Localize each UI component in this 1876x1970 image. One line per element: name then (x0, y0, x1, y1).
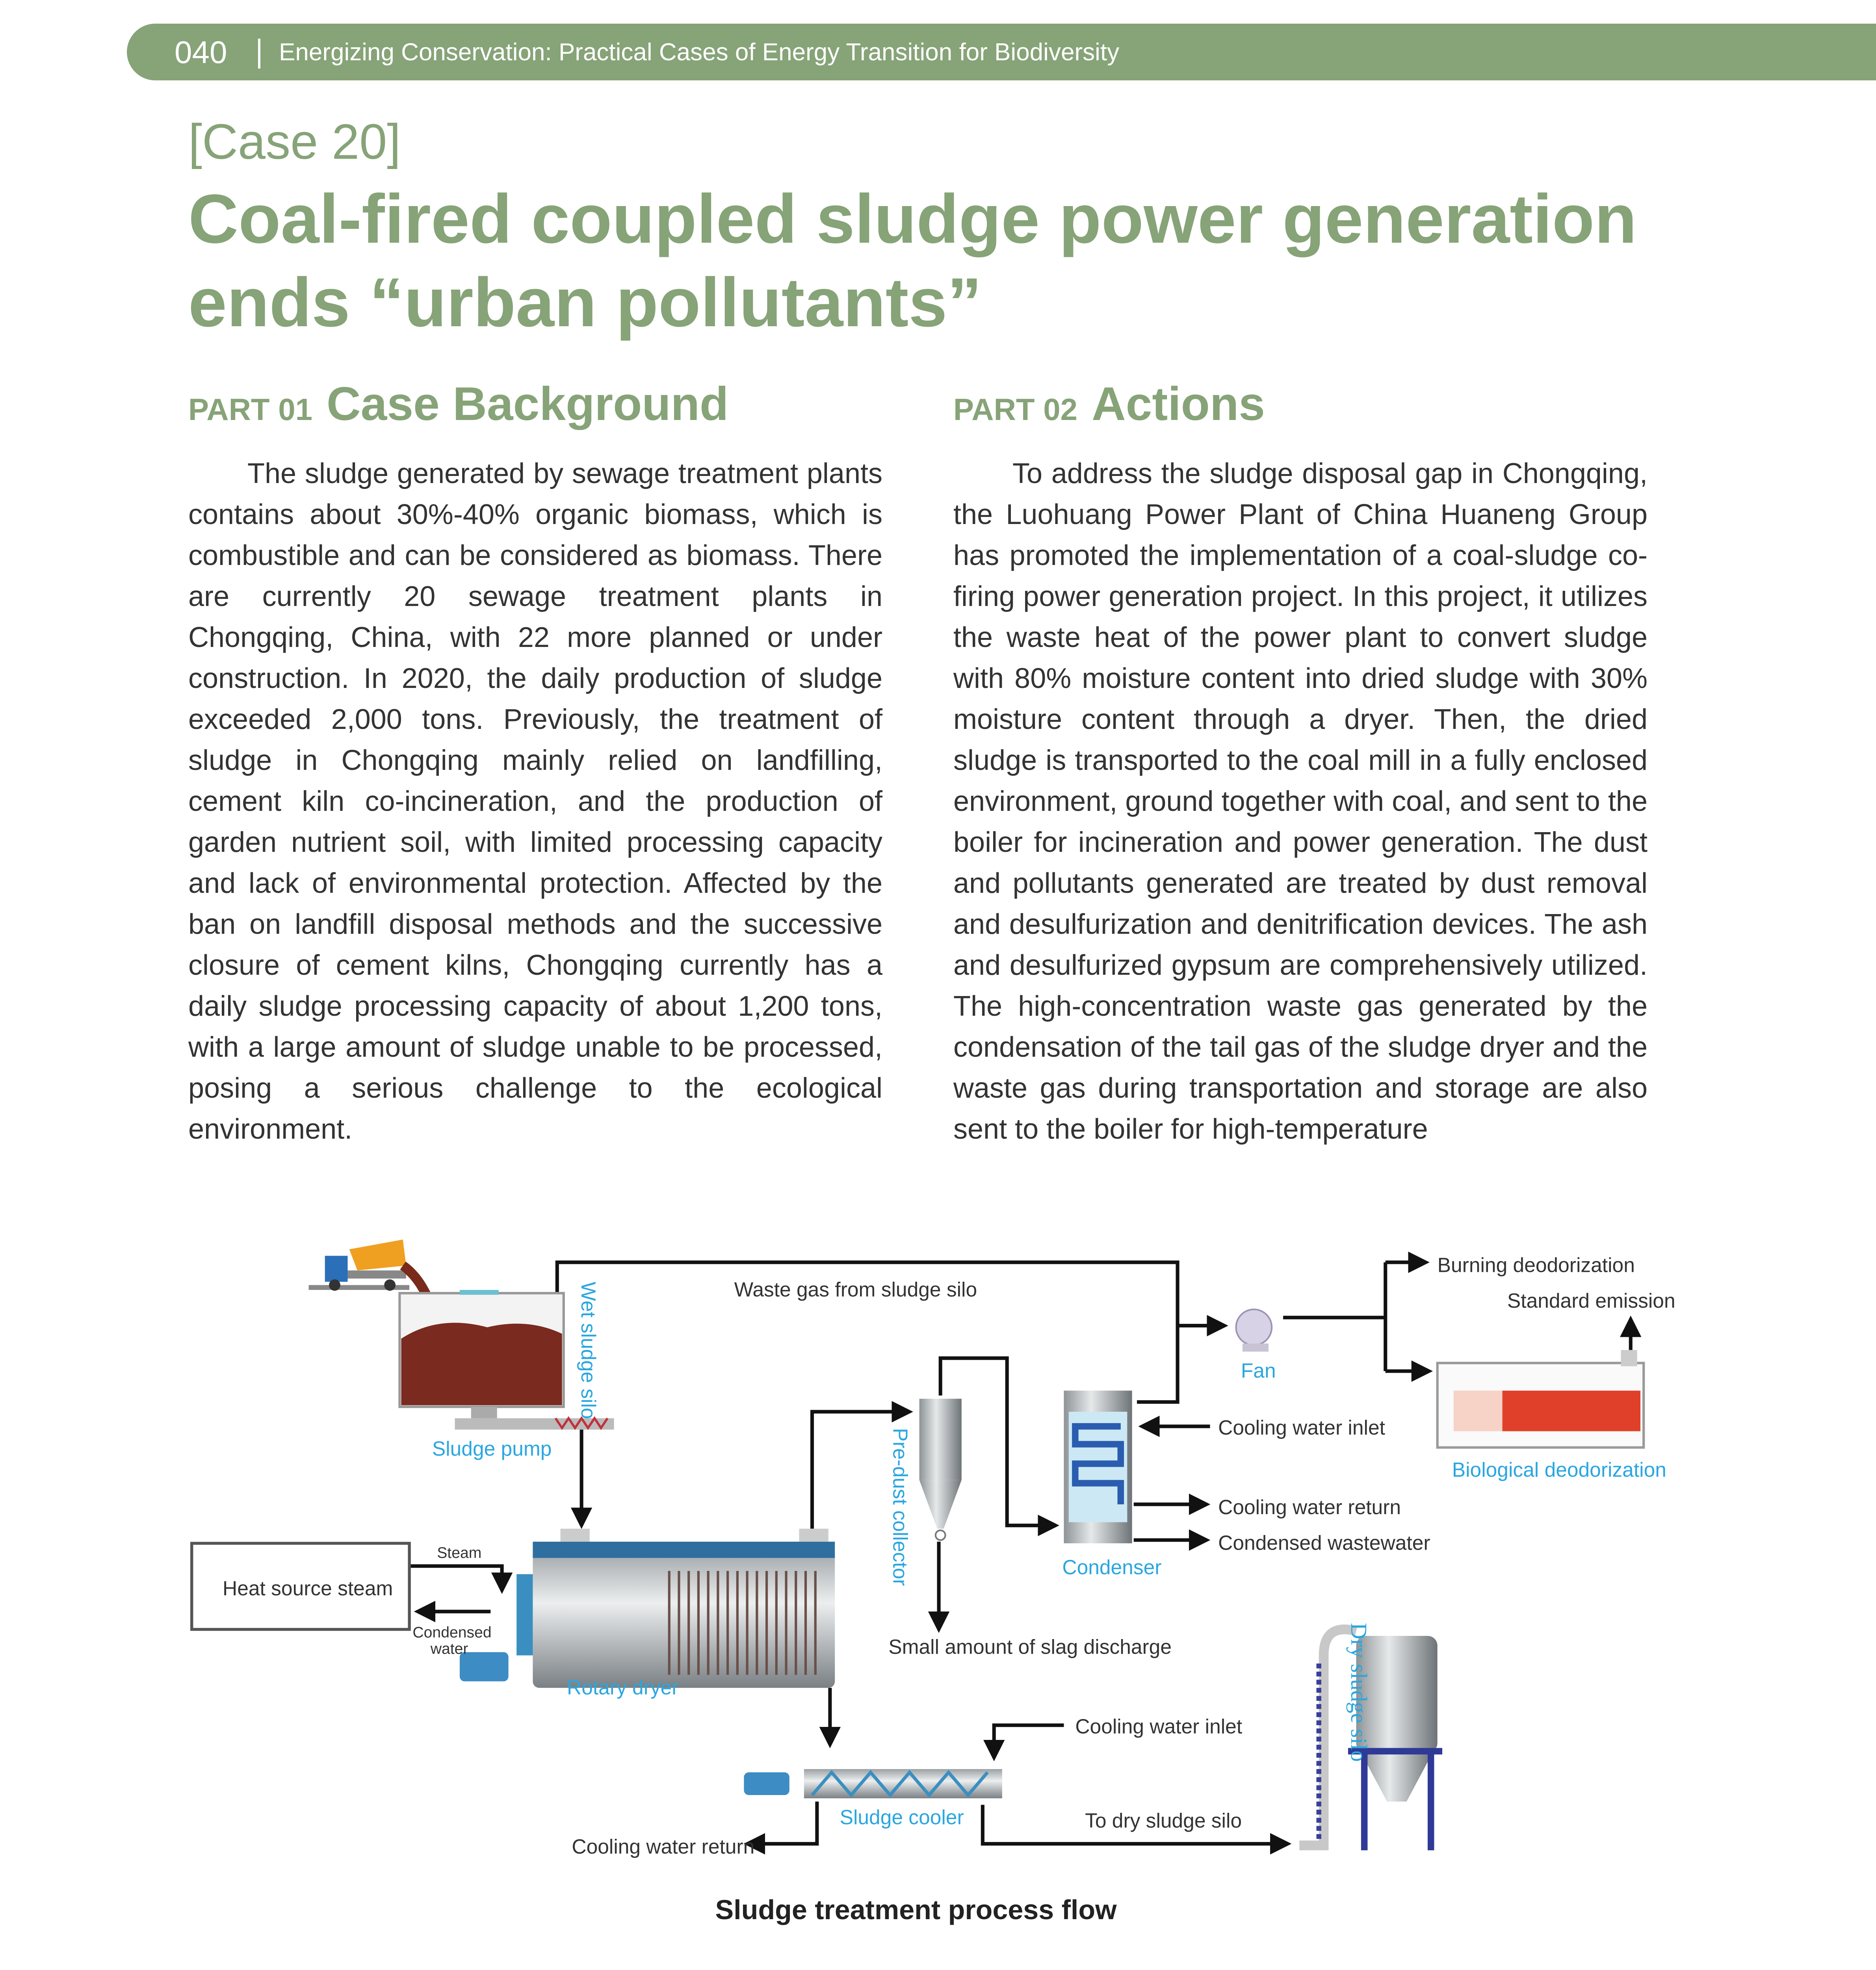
label-dry-sludge-silo: Dry sludge silo (1346, 1623, 1371, 1762)
label-wet-sludge-silo: Wet sludge silo (577, 1282, 600, 1419)
label-standard-emission: Standard emission (1507, 1289, 1675, 1312)
page-number: 040 (175, 35, 227, 70)
part2-heading (953, 378, 1265, 444)
part2-title: Actions (1091, 377, 1265, 430)
label-cooling-water-inlet: Cooling water inlet (1218, 1416, 1385, 1439)
label-pre-dust-collector: Pre-dust collector (889, 1428, 912, 1586)
label-condensed-wastewater: Condensed wastewater (1218, 1531, 1430, 1554)
label-steam: Steam (437, 1544, 482, 1562)
label-waste-gas: Waste gas from sludge silo (734, 1278, 977, 1301)
cooler-inlet-arrow (994, 1725, 1064, 1758)
label-condensed-water-1: Condensed (412, 1624, 492, 1641)
label-condensed-water-2: water (430, 1640, 468, 1658)
part2-label: PART 02 (953, 392, 1077, 427)
book-title: Energizing Conservation: Practical Cases of Energy Transition for Biodiversity (279, 39, 1120, 66)
part1-title: Case Background (326, 377, 729, 430)
part1-body: The sludge generated by sewage treatment plants contains about 30%-40% organic biomass, which is combustible and can be considered as biomass. There are currently 20 sewage treatment plants in Chongqing, China, with 22 more planned or under construction. In 2020, the daily production of sludge exceeded 2,000 tons. Previously, the treatment of sludge in Chongqing mainly relied on landfilling, cement kiln co-incineration, and the production of garden nutrient soil, with limited processing capacity and lack of environmental protection. Affected by the ban on landfill disposal methods and the successive closure of cement kilns, Chongqing currently has a daily sludge processing capacity of about 1,200 tons, with a large amount of sludge unable to be processed, posing a serious challenge to the ecological environment. (188, 458, 882, 1145)
label-biological-deodorization: Biological deodorization (1452, 1458, 1666, 1481)
sludge-cooler (744, 1769, 1002, 1798)
label-sludge-pump: Sludge pump (432, 1437, 552, 1460)
label-sludge-cooler: Sludge cooler (840, 1806, 964, 1829)
label-cooling-water-return: Cooling water return (1218, 1495, 1401, 1518)
label-heat-source-steam: Heat source steam (223, 1576, 393, 1600)
diagram-caption: Sludge treatment process flow (715, 1894, 1117, 1925)
fan-outlet-pipe (1283, 1262, 1386, 1371)
label-slag-discharge: Small amount of slag discharge (888, 1635, 1172, 1658)
part2-body: To address the sludge disposal gap in Chongqing, the Luohuang Power Plant of China Huaneng Group has promoted the implementation of a coal-sludge co-firing power generation project. In this project, it utilizes the waste heat of the power plant to convert sludge with 80% moisture content into dried sludge with 30% moisture content through a dryer. Then, the dried sludge is transported to the coal mill in a fully enclosed environment, ground together with coal, and sent to the boiler for incineration and power generation. The dust and pollutants generated are treated by dust removal and desulfurization and denitrification devices. The ash and desulfurized gypsum are comprehensively utilized. The high-concentration waste gas generated by the condensation of the tail gas of the sludge dryer and the waste gas during transportation and storage are also sent to the boiler for high-temperature (953, 458, 1648, 1145)
part1-heading (188, 378, 728, 444)
pre-dust-collector (919, 1399, 962, 1540)
label-cooler-cooling-water-return: Cooling water return (572, 1835, 755, 1858)
part1-label: PART 01 (188, 392, 312, 427)
label-condenser: Condenser (1062, 1556, 1162, 1579)
process-flow-diagram (0, 1225, 1876, 1875)
label-to-dry-sludge-silo: To dry sludge silo (1085, 1809, 1242, 1832)
steam-arrow (409, 1566, 502, 1591)
label-fan: Fan (1241, 1359, 1276, 1382)
fan-icon (1236, 1309, 1272, 1351)
label-rotary-dryer: Rotary dryer (567, 1676, 679, 1699)
label-cooler-cooling-water-inlet: Cooling water inlet (1075, 1715, 1243, 1738)
condenser (1064, 1390, 1132, 1543)
page-title: Coal-fired coupled sludge power generation ends “urban pollutants” (188, 180, 1637, 341)
case-label: [Case 20] (188, 114, 401, 169)
header-divider (258, 39, 260, 69)
label-burning-deodorization: Burning deodorization (1437, 1253, 1635, 1277)
rotary-dryer (460, 1529, 835, 1688)
cooler-return-arrow (747, 1801, 817, 1844)
biological-deodorization-tank (1438, 1350, 1644, 1447)
